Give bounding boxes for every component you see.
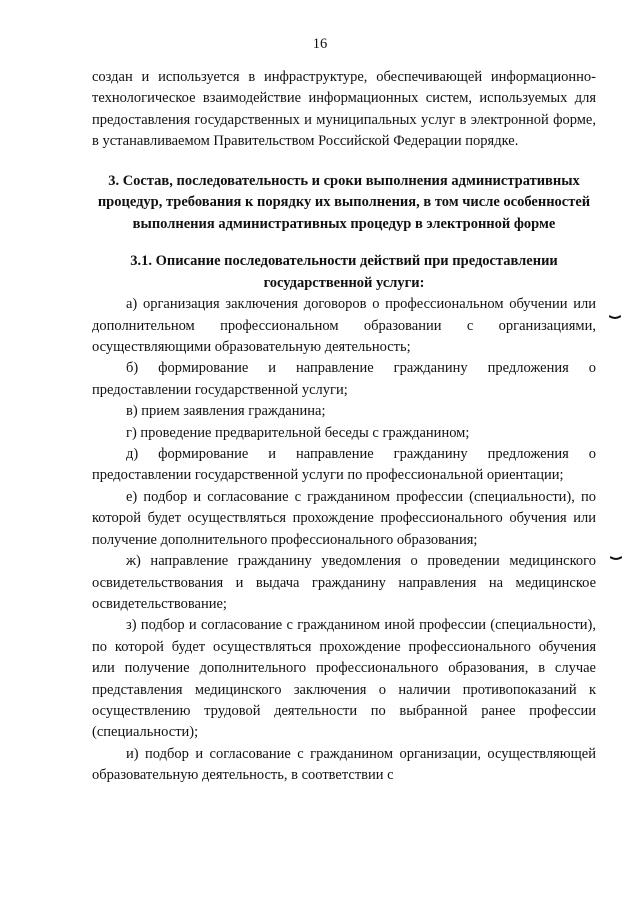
list-item-d: д) формирование и направление гражданину предложения о предоставлении государственной услуги по профессиональной ориентации; [92, 446, 596, 484]
page-number: 16 [312, 36, 328, 52]
list-item-b: б) формирование и направление гражданину предложения о предоставлении государственной услуги; [92, 360, 596, 398]
subsection-heading: 3.1. Описание последовательности действий при предоставлении государственной услуги: [130, 253, 558, 291]
list-item-i: и) подбор и согласование с гражданином организации, осуществляющей образовательную деятельность, в соответствии с [92, 745, 596, 784]
page-content [92, 67, 596, 787]
list-item-z: з) подбор и согласование с гражданином иной профессии (специальности), по которой будет осуществляться прохождение профессионального обучения или получение дополнительного профессионального образования, в случае представления медицинского заключения о наличии противопоказаний к осуществлению трудовой деятельности по выбранной ранее профессии (специальности); [92, 617, 596, 741]
intro-paragraph: создан и используется в инфраструктуре, обеспечивающей информационно-технологическое взаимодействие информационных систем, используемых для предоставления государственных и муниципальных услуг в электронной форме, в устанавливаемом Правительством Российской Федерации порядке. [92, 69, 596, 150]
list-item-e: е) подбор и согласование с гражданином профессии (специальности), по которой будет осуществляться прохождение профессионального обучения или получение дополнительного профессионального образования; [92, 488, 596, 548]
list-item-v: в) прием заявления гражданина; [126, 403, 326, 420]
scan-mark-icon [610, 556, 622, 561]
list-item-zh: ж) направление гражданину уведомления о проведении медицинского освидетельствования и выдача гражданину направления на медицинское освидетельствование; [92, 553, 596, 612]
section-heading: 3. Состав, последовательность и сроки выполнения административных процедур, требования к порядку их выполнения, в том числе особенностей выполнения административных процедур в электронной форме [97, 172, 591, 232]
scan-mark-icon [609, 315, 621, 320]
list-item-a: а) организация заключения договоров о профессиональном обучении или дополнительном профессиональном образовании с организациями, осуществляющими образовательную деятельность; [92, 296, 596, 356]
list-item-g: г) проведение предварительной беседы с гражданином; [126, 424, 470, 441]
